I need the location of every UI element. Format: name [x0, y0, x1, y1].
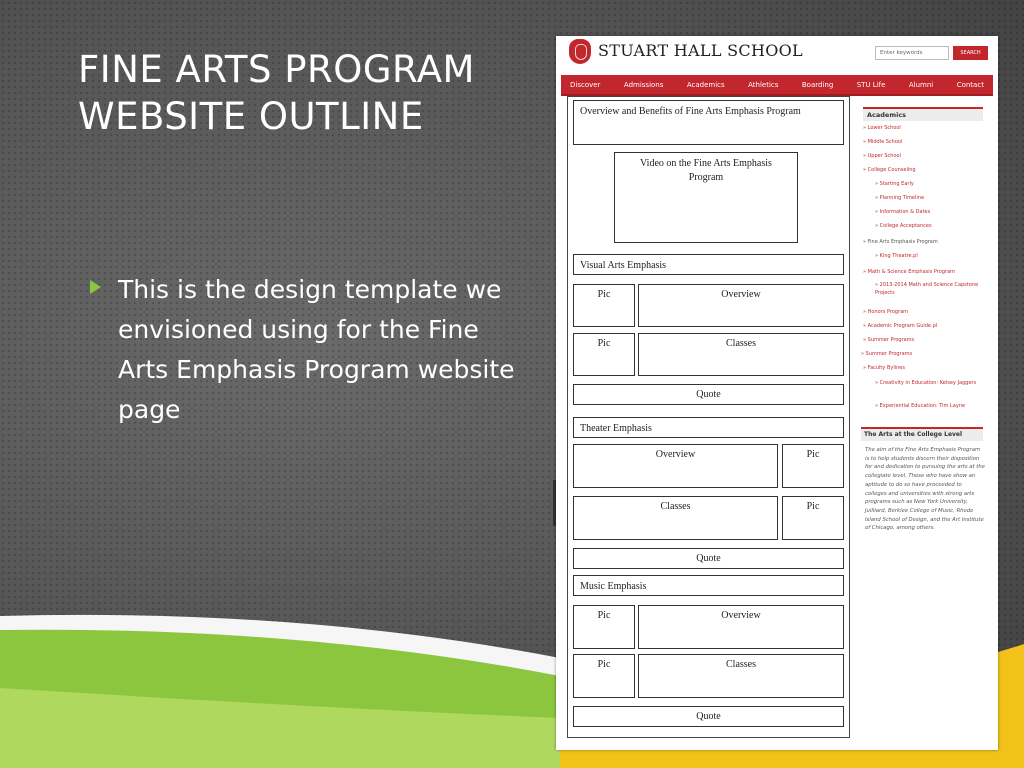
- sidebar-link-king-theatre[interactable]: » King Theatre.pl: [875, 253, 918, 259]
- nav-item-stu-life[interactable]: STU Life: [856, 80, 886, 89]
- nav-item-academics[interactable]: Academics: [686, 80, 725, 89]
- school-name[interactable]: STUART HALL SCHOOL: [598, 41, 803, 60]
- bullet-arrow-icon: [90, 280, 101, 294]
- arts-college-heading: The Arts at the College Level: [861, 427, 983, 441]
- wire-visual-overview: Overview: [638, 284, 844, 327]
- sidebar-link-faculty-bylines[interactable]: » Faculty Bylines: [863, 365, 905, 371]
- sidebar-link-summer-programs-2[interactable]: » Summer Programs: [861, 351, 913, 357]
- sidebar-link-lower-school[interactable]: » Lower School: [863, 125, 901, 131]
- wire-visual-classes: Classes: [638, 333, 844, 376]
- sidebar-link-information-dates[interactable]: » Information & Dates: [875, 209, 931, 215]
- wire-visual-quote: Quote: [573, 384, 844, 405]
- wire-music-pic-2: Pic: [573, 654, 635, 698]
- wire-theater-classes: Classes: [573, 496, 778, 540]
- slide-title: FINE ARTS PROGRAM WEBSITE OUTLINE: [78, 48, 475, 138]
- main-nav: [561, 75, 993, 96]
- sidebar-link-capstone[interactable]: » 2013-2014 Math and Science Capstone Projects: [875, 282, 979, 296]
- sidebar-link-honors[interactable]: » Honors Program: [863, 309, 909, 315]
- sidebar-link-math-science[interactable]: » Math & Science Emphasis Program: [863, 269, 955, 275]
- wire-visual-pic-1: Pic: [573, 284, 635, 327]
- sidebar-link-summer-programs[interactable]: » Summer Programs: [863, 337, 915, 343]
- wire-theater-pic-2: Pic: [782, 496, 844, 540]
- sidebar-link-starting-early[interactable]: » Starting Early: [875, 181, 914, 187]
- wire-music-overview: Overview: [638, 605, 844, 649]
- nav-item-alumni[interactable]: Alumni: [908, 80, 934, 89]
- wire-music-classes: Classes: [638, 654, 844, 698]
- wire-theater-pic-1: Pic: [782, 444, 844, 488]
- wire-music-heading: Music Emphasis: [573, 575, 844, 596]
- sidebar-link-middle-school[interactable]: » Middle School: [863, 139, 903, 145]
- wire-theater-quote: Quote: [573, 548, 844, 569]
- wire-overview-benefits: Overview and Benefits of Fine Arts Emphasis Program: [573, 100, 844, 145]
- sidebar-link-creativity[interactable]: » Creativity in Education: Kelsey Jaggers: [875, 380, 977, 386]
- sidebar-link-upper-school[interactable]: » Upper School: [863, 153, 901, 159]
- sidebar-link-planning-timeline[interactable]: » Planning Timeline: [875, 195, 925, 201]
- sidebar-link-fine-arts[interactable]: » Fine Arts Emphasis Program: [863, 239, 938, 245]
- nav-item-athletics[interactable]: Athletics: [748, 80, 779, 89]
- wire-music-quote: Quote: [573, 706, 844, 727]
- nav-item-boarding[interactable]: Boarding: [801, 80, 834, 89]
- nav-item-contact[interactable]: Contact: [956, 80, 984, 89]
- sidebar-link-experiential[interactable]: » Experiential Education: Tim Layne: [875, 403, 966, 409]
- wire-visual-pic-2: Pic: [573, 333, 635, 376]
- nav-item-discover[interactable]: Discover: [570, 80, 601, 89]
- site-header: [556, 36, 998, 74]
- wire-visual-heading: Visual Arts Emphasis: [573, 254, 844, 275]
- wire-video: Video on the Fine Arts Emphasis Program: [614, 152, 798, 243]
- school-crest-icon[interactable]: [569, 39, 591, 64]
- sidebar-link-college-acceptances[interactable]: » College Acceptances: [875, 223, 932, 229]
- sidebar-link-program-guide[interactable]: » Academic Program Guide.pl: [863, 323, 938, 329]
- wire-music-pic-1: Pic: [573, 605, 635, 649]
- arts-college-text: The aim of the Fine Arts Emphasis Program is to help students discern their disposition for and dedication to pursuing the arts at the collegiate level. Those who have show an aptitude to do so have proceeded to colleges and universities with strong arts programs such as New York University, Juilliard, Berklee College of Music, Rhode Island School of Design, and the Art Institute of Chicago, among others.: [865, 447, 985, 532]
- bullet-item: [90, 270, 530, 430]
- website-screenshot: [556, 36, 998, 750]
- sidebar-heading: Academics: [863, 107, 983, 121]
- sidebar-link-college-counseling[interactable]: » College Counseling: [863, 167, 916, 173]
- search-button[interactable]: SEARCH: [953, 46, 988, 60]
- bullet-text: This is the design template we envisioned using for the Fine Arts Emphasis Program website page: [118, 275, 515, 424]
- nav-item-admissions[interactable]: Admissions: [623, 80, 664, 89]
- wire-theater-heading: Theater Emphasis: [573, 417, 844, 438]
- wire-theater-overview: Overview: [573, 444, 778, 488]
- search-input[interactable]: [875, 46, 949, 60]
